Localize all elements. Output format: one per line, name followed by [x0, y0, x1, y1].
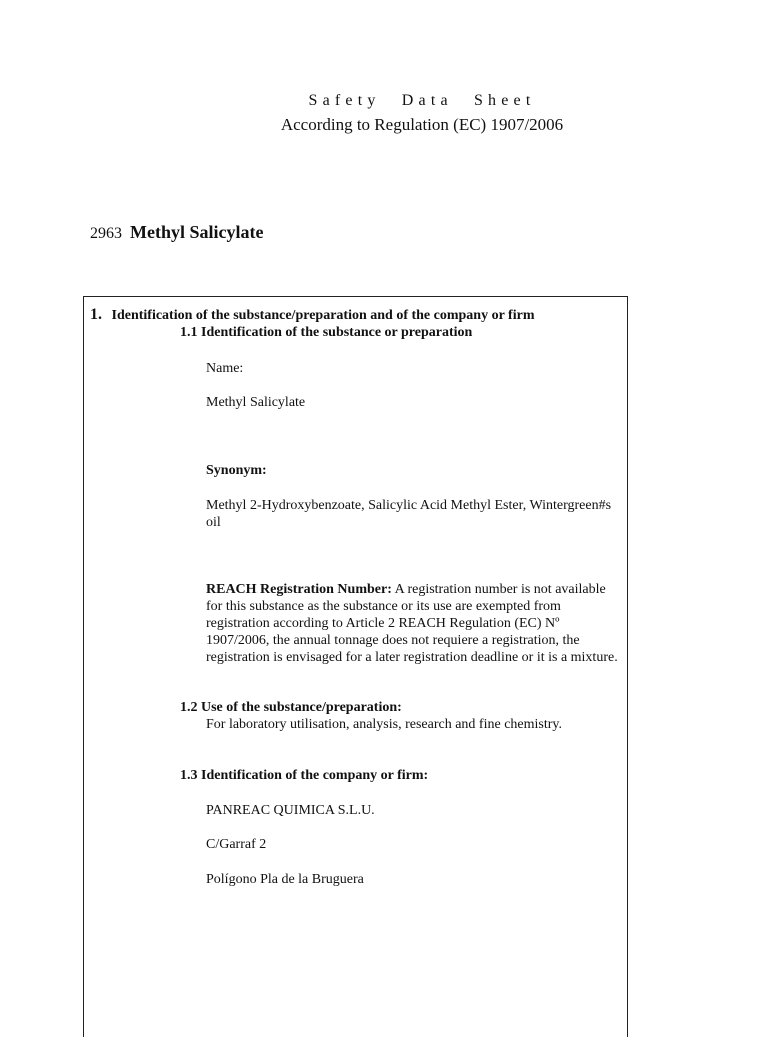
document-subtitle: According to Regulation (EC) 1907/2006: [280, 115, 564, 134]
reach-line-1: [206, 582, 606, 599]
subsection-1-1-heading: 1.1 Identification of the substance or preparation: [180, 325, 473, 340]
synonym-line-1: Methyl 2-Hydroxybenzoate, Salicylic Acid Methyl Ester, Wintergreen#s: [206, 498, 612, 513]
name-label: Name:: [206, 361, 244, 376]
product-line: [90, 222, 263, 243]
subsection-1-2-heading: 1.2 Use of the substance/preparation:: [180, 700, 402, 715]
name-value: Methyl Salicylate: [206, 395, 306, 410]
reach-text-start: A registration number is not available: [391, 582, 606, 597]
synonym-label: Synonym:: [206, 463, 267, 478]
section-1-number: 1.: [90, 306, 102, 323]
reach-line-2: for this substance as the substance or its use are exempted from: [206, 599, 561, 614]
product-code: 2963: [90, 225, 122, 242]
reach-line-4: 1907/2006, the annual tonnage does not requiere a registration, the: [206, 633, 580, 648]
company-address-line-2: Polígono Pla de la Bruguera: [206, 872, 364, 887]
reach-line-3: registration according to Article 2 REACH Regulation (EC) Nº: [206, 616, 560, 631]
document-title: Safety Data Sheet: [308, 92, 536, 109]
reach-label: REACH Registration Number:: [206, 582, 392, 597]
section-1-title: Identification of the substance/preparation and of the company or firm: [111, 308, 535, 323]
section-1-box: [83, 296, 628, 1037]
use-description: For laboratory utilisation, analysis, research and fine chemistry.: [206, 717, 562, 732]
company-name: PANREAC QUIMICA S.L.U.: [206, 803, 375, 818]
company-address-line-1: C/Garraf 2: [206, 837, 267, 852]
synonym-line-2: oil: [206, 515, 221, 530]
subsection-1-3-heading: 1.3 Identification of the company or firm:: [180, 768, 429, 783]
product-name: Methyl Salicylate: [130, 222, 264, 242]
reach-line-5: registration is envisaged for a later registration deadline or it is a mixture.: [206, 650, 618, 665]
section-1-heading: [90, 307, 534, 325]
